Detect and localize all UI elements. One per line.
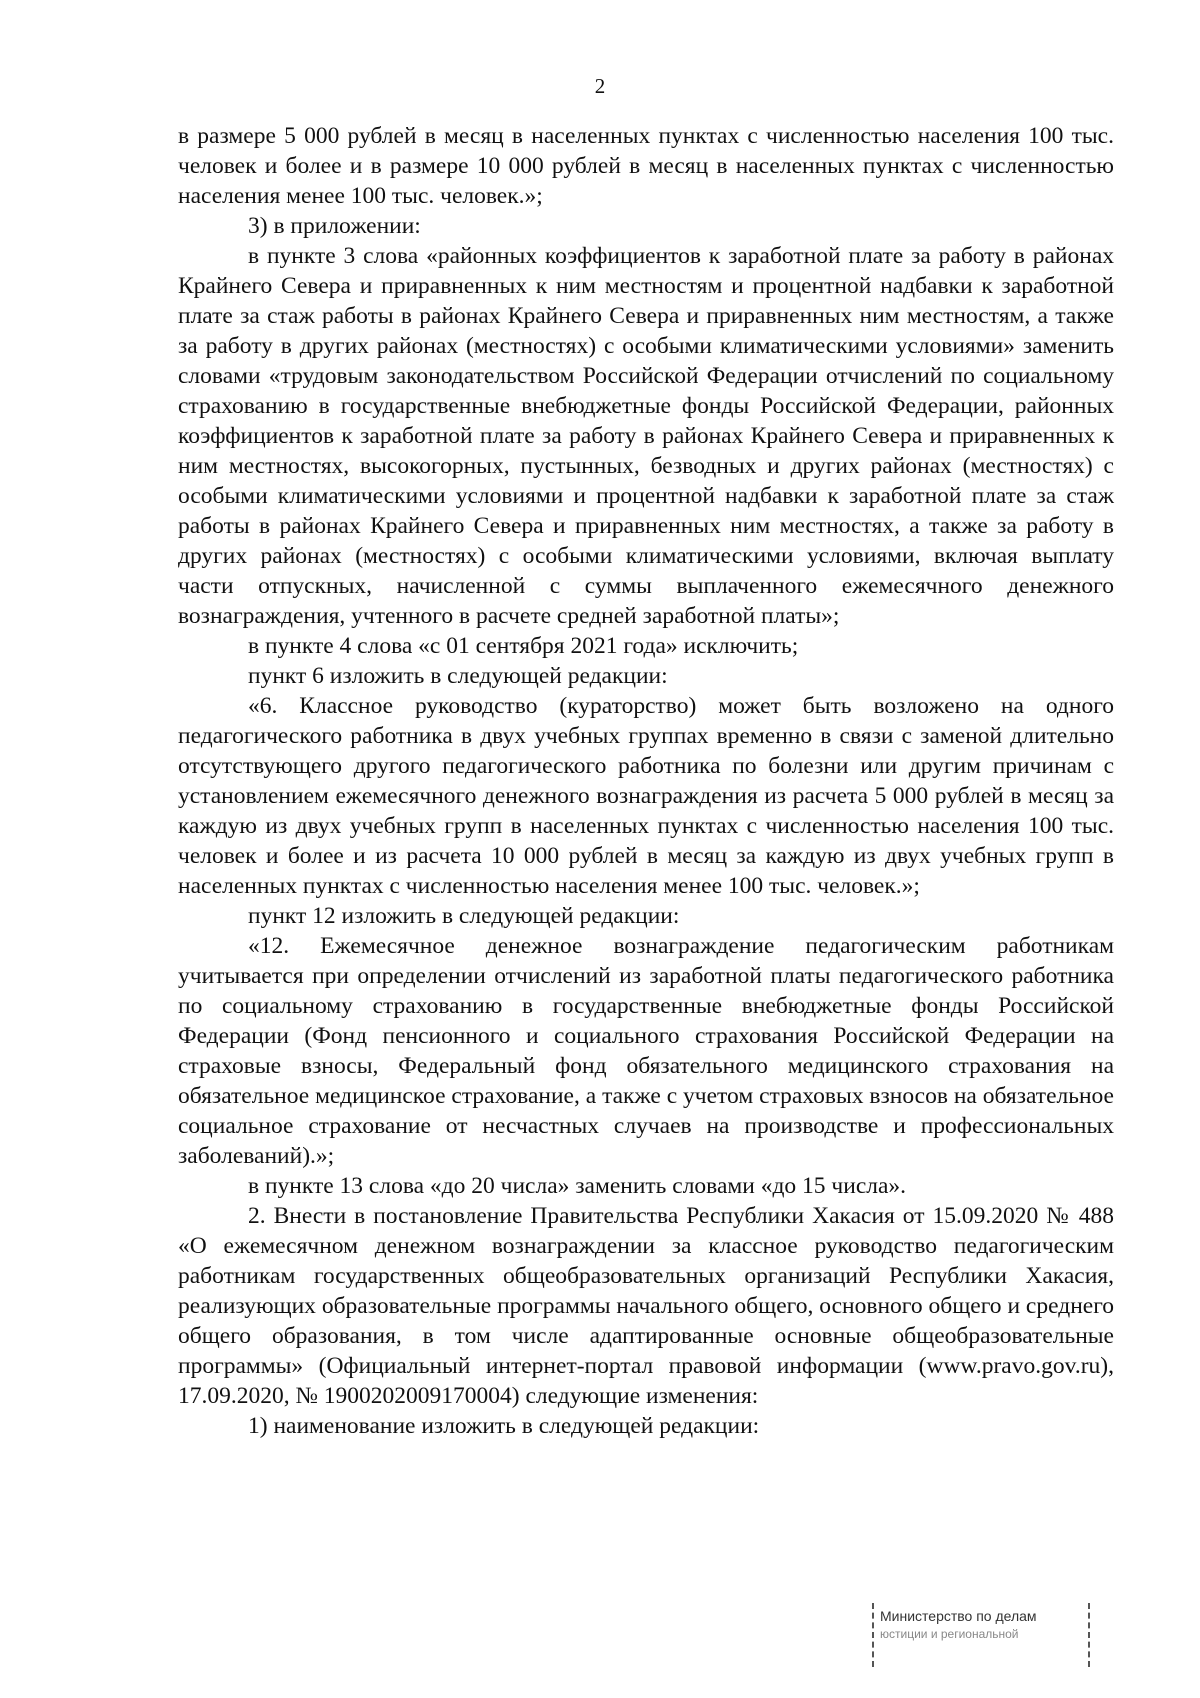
ministry-stamp (872, 1603, 1090, 1667)
paragraph: в пункте 3 слова «районных коэффициентов к заработной плате за работу в районах Крайнего Севера и приравненных к ним местностям и процентной надбавки к заработной плате за стаж работы в районах Крайнего Севера и приравненных ним местностям, а также за работу в других районах (местностях) с особыми климатическими условиями» заменить словами «трудовым законодательством Российской Федерации отчислений по социальному страхованию в государственные внебюджетные фонды Российской Федерации, районных коэффициентов к заработной плате за работу в районах Крайнего Севера и приравненных к ним местностях, высокогорных, пустынных, безводных и других районах (местностях) с особыми климатическими условиями и процентной надбавки к заработной плате за стаж работы в районах Крайнего Севера и приравненных ним местностях, а также за работу в других районах (местностях) с особыми климатическими условиями, включая выплату части отпускных, начисленной с суммы выплаченного ежемесячного денежного вознаграждения, учтенного в расчете средней заработной платы»; (178, 243, 1114, 629)
paragraph: в пункте 4 слова «с 01 сентября 2021 года» исключить; (248, 633, 799, 659)
paragraph: в пункте 13 слова «до 20 числа» заменить словами «до 15 числа». (248, 1173, 907, 1199)
paragraph: «6. Классное руководство (кураторство) может быть возложено на одного педагогического работника в двух учебных группах временно в связи с заменой длительно отсутствующего другого педагогического работника по болезни или другим причинам с установлением ежемесячного денежного вознаграждения из расчета 5 000 рублей в месяц за каждую из двух учебных групп в населенных пунктах с численностью населения 100 тыс. человек и более и из расчета 10 000 рублей в месяц за каждую из двух учебных групп в населенных пунктах с численностью населения менее 100 тыс. человек.»; (178, 693, 1114, 899)
paragraph: в размере 5 000 рублей в месяц в населенных пунктах с численностью населения 100 тыс. человек и более и в размере 10 000 рублей в месяц в населенных пунктах с численностью населения менее 100 тыс. человек.»; (178, 123, 1114, 209)
paragraph: 3) в приложении: (248, 213, 421, 239)
paragraph: пункт 12 изложить в следующей редакции: (248, 903, 680, 929)
paragraph: «12. Ежемесячное денежное вознаграждение педагогическим работникам учитывается при определении отчислений из заработной платы педагогического работника по социальному страхованию в государственные внебюджетные фонды Российской Федерации (Фонд пенсионного и социального страхования Российской Федерации на страховые взносы, Федеральный фонд обязательного медицинского страхования на обязательное медицинское страхование, а также с учетом страховых взносов на обязательное социальное страхование от несчастных случаев на производстве и профессиональных заболеваний).»; (178, 933, 1114, 1169)
paragraph: пункт 6 изложить в следующей редакции: (248, 663, 668, 689)
paragraph: 2. Внести в постановление Правительства Республики Хакасия от 15.09.2020 № 488 «О ежемесячном денежном вознаграждении за классное руководство педагогическим работникам государственных общеобразовательных организаций Республики Хакасия, реализующих образовательные программы начального общего, основного общего и среднего общего образования, в том числе адаптированные основные общеобразовательные программы» (Официальный интернет-портал правовой информации (www.pravo.gov.ru), 17.09.2020, № 1900202009170004) следующие изменения: (178, 1203, 1114, 1409)
page-number: 2 (594, 74, 606, 98)
stamp-line: Министерство по делам (880, 1608, 1037, 1624)
stamp-line: юстиции и региональной (880, 1627, 1019, 1641)
paragraph: 1) наименование изложить в следующей редакции: (248, 1413, 760, 1439)
document-body (178, 121, 1114, 1441)
